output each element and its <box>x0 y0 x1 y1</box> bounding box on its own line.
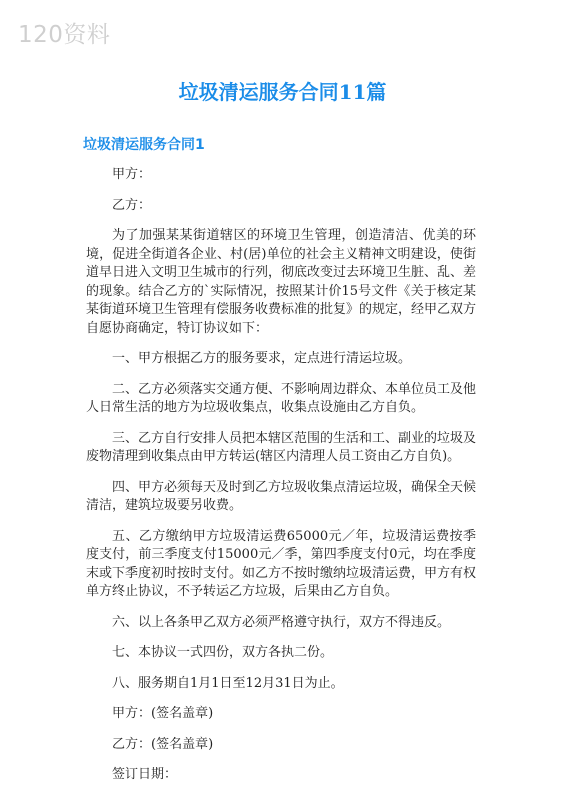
clause-3: 三、乙方自行安排人员把本辖区范围的生活和工、副业的垃圾及废物清理到收集点由甲方转运(辖区内清理人员工资由乙方自负)。 <box>86 430 477 464</box>
signing-date: 签订日期： <box>112 767 178 782</box>
party-a-line: 甲方： <box>112 167 152 182</box>
clause-1: 一、甲方根据乙方的服务要求，定点进行清运垃圾。 <box>112 351 412 366</box>
watermark-logo: 120资料 <box>18 22 111 48</box>
document-title: 垃圾清运服务合同11篇 <box>178 80 387 104</box>
clause-7: 七、本协议一式四份，双方各执二份。 <box>112 645 334 660</box>
document-body <box>86 166 476 797</box>
preamble-paragraph: 为了加强某某街道辖区的环境卫生管理，创造清洁、优美的环境，促进全街道各企业、村(居)单位的社会主义精神文明建设，使街道早日进入文明卫生城市的行列，彻底改变过去环境卫生脏、乱、差的现象。结合乙方的`实际情况，按照某计价15号文件《关于核定某某街道环境卫生管理有偿服务收费标准的批复》的规定，经甲乙双方自愿协商确定，特订协议如下： <box>86 228 477 336</box>
clause-4: 四、甲方必须每天及时到乙方垃圾收集点清运垃圾，确保全天候清洁，建筑垃圾要另收费。 <box>86 479 477 513</box>
party-a-signature: 甲方：(签名盖章) <box>112 706 214 721</box>
clause-5: 五、乙方缴纳甲方垃圾清运费65000元／年，垃圾清运费按季度支付，前三季度支付15000元／季，第四季度支付0元，均在季度末或下季度初时按时支付。如乙方不按时缴纳垃圾清运费，甲方有权单方终止协议，不予转运乙方垃圾，后果由乙方自负。 <box>86 528 477 599</box>
clause-6: 六、以上各条甲乙双方必须严格遵守执行，双方不得违反。 <box>112 614 451 630</box>
party-b-signature: 乙方：(签名盖章) <box>112 736 214 752</box>
clause-8: 八、服务期自1月1日至12月31日为止。 <box>112 675 344 691</box>
section-title: 垃圾清运服务合同1 <box>83 137 205 153</box>
party-b-line: 乙方： <box>112 197 152 213</box>
clause-2: 二、乙方必须落实交通方便、不影响周边群众、本单位员工及他人日常生活的地方为垃圾收集点，收集点设施由乙方自负。 <box>86 381 477 415</box>
